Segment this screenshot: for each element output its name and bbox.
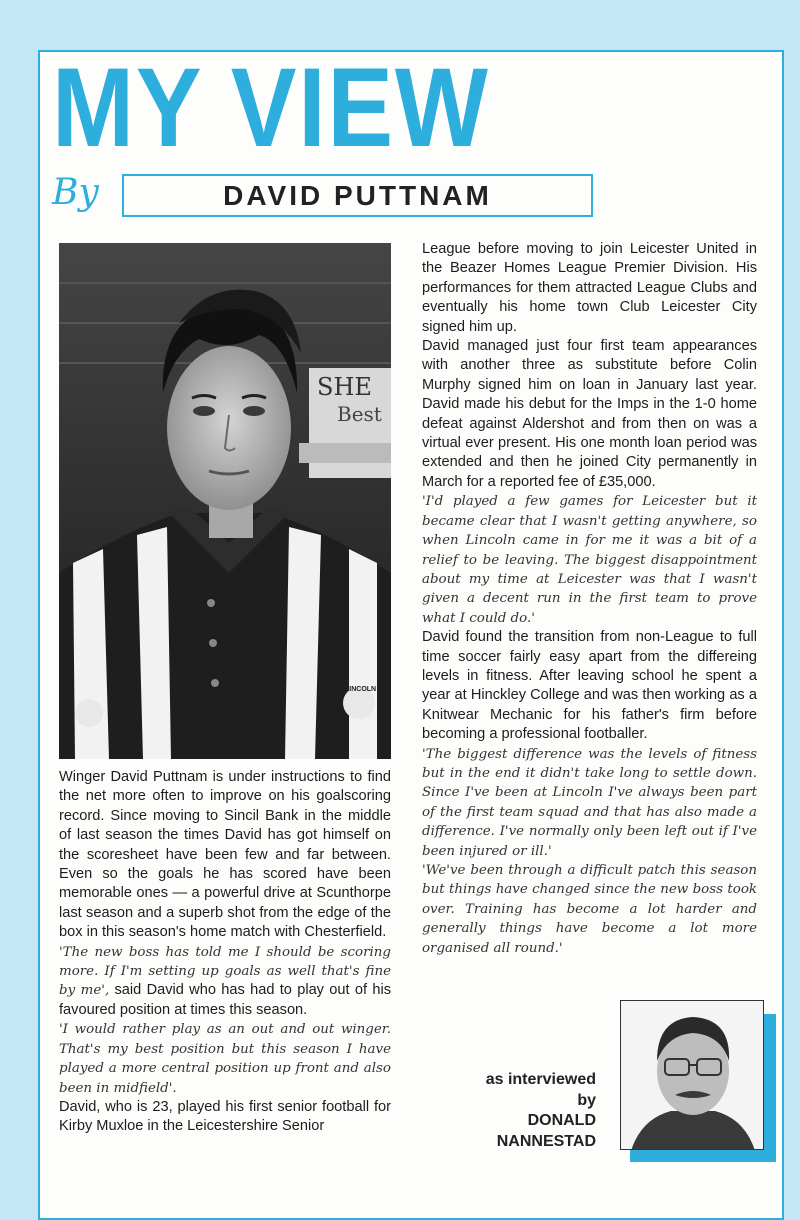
photo-sign-text-2: Best [337,402,382,426]
crest-text: LINCOLN [345,686,377,693]
interviewer-photo-frame [620,1000,764,1150]
player-photo-drawing [59,243,391,759]
body-text: David found the transition from non-League to full time soccer fairly easy apart from the differeing levels in fitness. After leaving school he spent a year at Hinckley College and was then working as a Knitwear Mechanic for his father's firm before becoming a professional footballer. [422,629,757,743]
body-text: League before moving to join Leicester United in the Beazer Homes League Premier Division. His performances for them attracted League Clubs and eventually his home town Club Leicester City signed him up. [422,241,757,335]
player-photo [59,243,391,759]
article-paragraph [422,337,757,492]
interviewer-credit [430,1070,596,1152]
photo-sign-text-1: SHE [317,373,372,401]
article-paragraph [422,745,757,861]
credit-line-4: NANNESTAD [496,1132,596,1150]
article-paragraph [59,943,391,1021]
body-text: David, who is 23, played his first senior football for Kirby Muxloe in the Leicestershire Senior [59,1098,391,1135]
credit-line-1: as interviewed [485,1071,596,1088]
quote-text: 'We've been through a difficult patch this season but things have changed since the new boss took over. Training has become a lot harder and generally things have become a lot more organised all round.' [422,863,757,956]
body-text: Winger David Puttnam is under instructions to find the net more often to improve on his goalscoring record. Since moving to Sincil Bank in the middle of last season the times David has got himself on the scoresheet have been few and far between. Even so the goals he has scored have been memorable ones — a powerful drive at Scunthorpe last season and a superb shot from the edge of the box in this season's home match with Chesterfield. [59,769,391,941]
quote-text: 'I would rather play as an out and out winger. That's my best position but this season I have played a more central position up front and also been in midfield'. [59,1022,391,1096]
body-text: David managed just four first team appearances with another three as substitute before Colin Murphy signed him on loan in January last year. David made his debut for the Imps in the 1-0 home defeat against Aldershot and from then on was a virtual ever present. His one month loan period was extended and then he joined City permanently in March for a reported fee of £35,000. [422,338,757,490]
article-paragraph [59,1098,391,1137]
article-column-left [59,768,391,1137]
article-paragraph [59,1020,391,1098]
article-paragraph [59,768,391,943]
credit-line-3: DONALD [527,1112,596,1129]
credit-line-2: by [577,1091,596,1109]
article-paragraph [422,492,757,628]
article-paragraph [422,861,757,958]
subject-name-box: DAVID PUTTNAM [122,174,593,217]
interviewer-photo-drawing [621,1001,764,1150]
body-text: said David who has had to play out of his favoured position at times this season. [59,982,391,1018]
badge-left-icon [75,699,103,727]
interviewer-photo [620,1000,776,1162]
quote-text: 'I'd played a few games for Leicester but it became clear that I wasn't getting anywhere, so when Lincoln came in for me it was a bit of a relief to be leaving. The biggest disappointment about my time at Leicester was that I wasn't given a decent run in the first team to prove what I could do.' [422,494,757,626]
page-title: MY VIEW [52,45,490,170]
quote-text: 'The new boss has told me I should be scoring more. If I'm setting up goals as well that's fine by me', [59,944,391,999]
article-column-right [422,240,757,958]
article-paragraph [422,628,757,744]
by-label: By [52,172,99,213]
article-paragraph [422,240,757,337]
quote-text: 'The biggest difference was the levels of fitness but in the end it didn't take long to settle down. Since I've been at Lincoln I've always been part of the first team squad and that has also made a difference. I've normally only been left out if I've been injured or ill.' [422,746,757,859]
